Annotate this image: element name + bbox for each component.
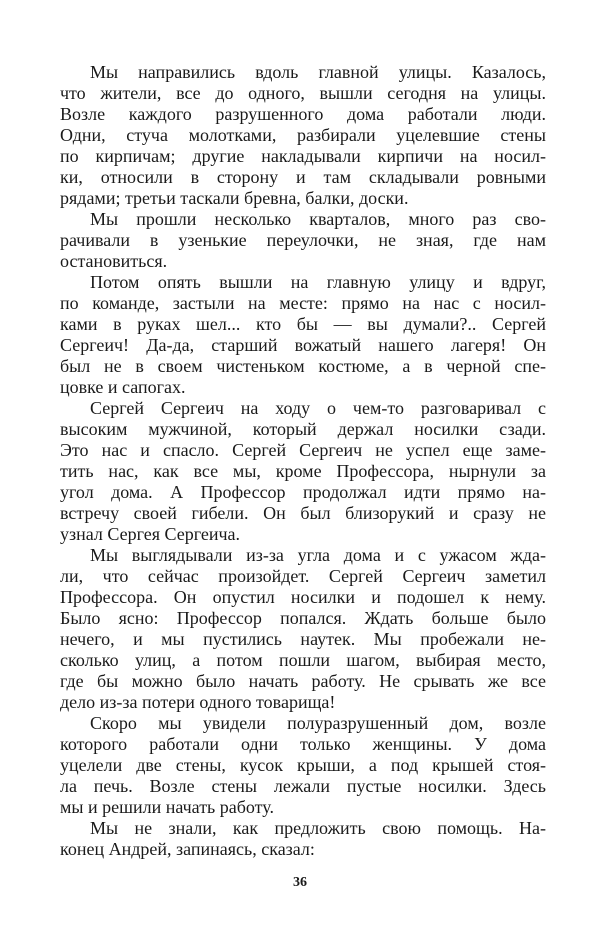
text-line: узнал Сергея Сергеича. bbox=[60, 524, 241, 544]
text-line: ла печь. Возле стены лежали пустые носилки. Здесь bbox=[60, 776, 546, 796]
text-line: остановиться. bbox=[60, 251, 168, 271]
text-line: встречу своей гибели. Он был близорукий и сразу не bbox=[60, 503, 546, 523]
text-line: Сергей Сергеич на ходу о чем-то разговаривал с bbox=[90, 398, 546, 418]
page-number: 36 bbox=[293, 875, 307, 890]
text-line: Одни, стуча молотками, разбирали уцелевшие стены bbox=[60, 125, 546, 145]
text-line: дело из-за потери одного товарища! bbox=[60, 692, 336, 712]
text-line: нечего, и мы пустились наутек. Мы пробежали не- bbox=[60, 629, 546, 649]
text-line: угол дома. А Профессор продолжал идти прямо на- bbox=[60, 482, 546, 502]
paragraph bbox=[60, 398, 546, 545]
text-line: был не в своем чистеньком костюме, а в черной спе- bbox=[60, 356, 546, 376]
text-line: Мы не знали, как предложить свою помощь. На- bbox=[90, 818, 546, 838]
text-line: Мы выглядывали из-за угла дома и с ужасом жда- bbox=[90, 545, 546, 565]
text-line: Это нас и спасло. Сергей Сергеич не успел еще заме- bbox=[60, 440, 546, 460]
text-line: Сергеич! Да-да, старший вожатый нашего лагеря! Он bbox=[60, 335, 546, 355]
text-line: которого работали одни только женщины. У дома bbox=[60, 734, 546, 754]
text-line: рачивали в узенькие переулочки, не зная, где нам bbox=[60, 230, 546, 250]
text-line: по команде, застыли на месте: прямо на нас с носил- bbox=[60, 293, 546, 313]
text-line: что жители, все до одного, вышли сегодня на улицы. bbox=[60, 83, 546, 103]
text-line: где бы можно было начать работу. Не срывать же все bbox=[60, 671, 546, 691]
paragraph bbox=[60, 713, 546, 818]
text-line: сколько улиц, а потом пошли шагом, выбирая место, bbox=[60, 650, 546, 670]
text-line: ки, относили в сторону и там складывали ровными bbox=[60, 167, 546, 187]
text-line: Мы прошли несколько кварталов, много раз сво- bbox=[90, 209, 546, 229]
text-line: тить нас, как все мы, кроме Профессора, нырнули за bbox=[60, 461, 546, 481]
text-line: конец Андрей, запинаясь, сказал: bbox=[60, 839, 315, 859]
text-line: ли, что сейчас произойдет. Сергей Сергеич заметил bbox=[60, 566, 546, 586]
text-line: Профессора. Он опустил носилки и подошел к нему. bbox=[60, 587, 546, 607]
text-line: Потом опять вышли на главную улицу и вдруг, bbox=[90, 272, 546, 292]
text-line: уцелели две стены, кусок крыши, а под крышей стоя- bbox=[60, 755, 546, 775]
text-line: мы и решили начать работу. bbox=[60, 797, 275, 817]
text-line: рядами; третьи таскали бревна, балки, доски. bbox=[60, 188, 409, 208]
page-body bbox=[60, 62, 546, 860]
text-line: Было ясно: Профессор попался. Ждать больше было bbox=[60, 608, 546, 628]
text-line: ками в руках шел... кто бы — вы думали?.. Сергей bbox=[60, 314, 546, 334]
paragraph bbox=[60, 272, 546, 398]
text-line: высоким мужчиной, который держал носилки сзади. bbox=[60, 419, 546, 439]
paragraph bbox=[60, 818, 546, 860]
text-line: Возле каждого разрушенного дома работали люди. bbox=[60, 104, 546, 124]
text-line: по кирпичам; другие накладывали кирпичи на носил- bbox=[60, 146, 546, 166]
paragraph bbox=[60, 62, 546, 209]
text-line: цовке и сапогах. bbox=[60, 377, 186, 397]
text-line: Мы направились вдоль главной улицы. Казалось, bbox=[90, 62, 546, 82]
text-line: Скоро мы увидели полуразрушенный дом, возле bbox=[90, 713, 546, 733]
paragraph bbox=[60, 545, 546, 713]
paragraph bbox=[60, 209, 546, 272]
